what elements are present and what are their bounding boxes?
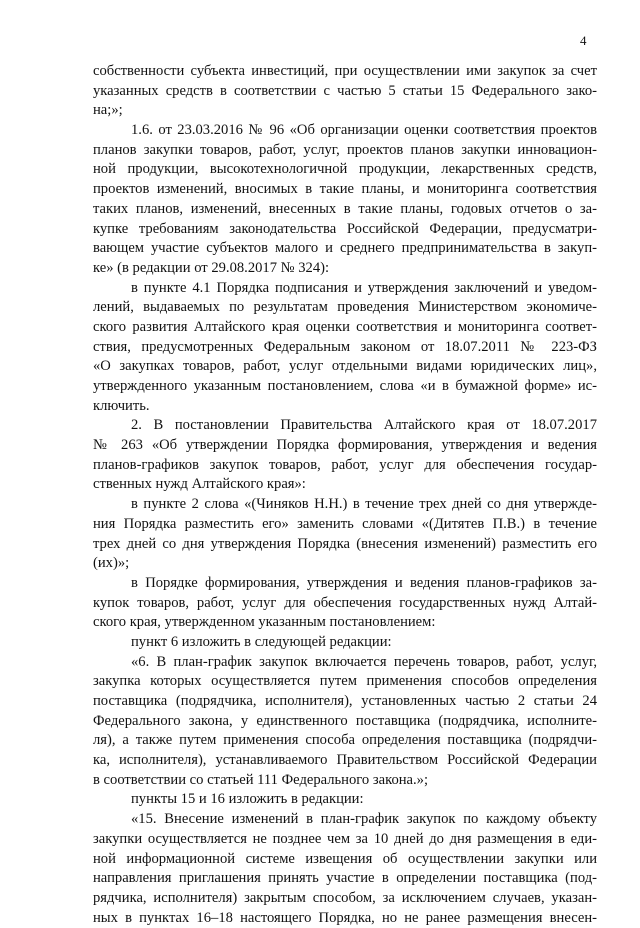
text-line: ля), а также путем применения способа определения поставщика (подрядчи- (93, 732, 597, 749)
text-line: в пункте 2 слова «(Чиняков Н.Н.) в течение трех дней со дня утвержде- (131, 496, 597, 513)
document-body (93, 62, 597, 928)
text-line: в Порядке формирования, утверждения и ведения планов-графиков за- (131, 574, 597, 591)
text-line: ского развития Алтайского края оценки соответствия и мониторинга соответ- (93, 318, 597, 335)
text-line: № 263 «Об утверждении Порядка формирования, утверждения и ведения (93, 437, 597, 454)
text-line: ключить. (93, 397, 150, 414)
text-line: поставщика (подрядчика, исполнителя), установленных частью 2 статьи 24 (93, 693, 597, 709)
text-line: планов-графиков закупок товаров, работ, услуг для обеспечения государ- (93, 456, 597, 473)
text-line: 2. В постановлении Правительства Алтайского края от 18.07.2017 (131, 417, 597, 434)
text-line: купок товаров, работ, услуг для обеспечения государственных нужд Алтай- (93, 594, 597, 611)
page-number: 4 (580, 33, 587, 48)
text-line: ной продукции, высокотехнологичной продукции, лекарственных средств, (93, 161, 597, 178)
text-line: закупка которых осуществляется путем применения способов определения (93, 673, 597, 690)
text-line: собственности субъекта инвестиций, при осуществлении ими закупок за счет (93, 63, 597, 79)
text-line: купке требованиям законодательства Российской Федерации, предусматри- (93, 220, 597, 237)
text-line: «15. Внесение изменений в план-график закупок по каждому объекту (131, 811, 597, 828)
text-line: (их)»; (93, 555, 130, 572)
text-line: лений, выдаваемых по результатам проведения Министерством экономиче- (93, 299, 597, 316)
text-line: ственных нужд Алтайского края»: (93, 476, 306, 493)
text-line: ных в пунктах 16–18 настоящего Порядка, но не ранее размещения внесен- (93, 909, 597, 926)
text-line: в соответствии со статьей 111 Федерального закона.»; (93, 771, 429, 788)
text-line: рядчика, исполнителя) закрытым способом, за исключением случаев, указан- (93, 889, 597, 906)
text-line: ния Порядка разместить его» заменить словами «(Дитятев П.В.) в течение (93, 515, 597, 532)
text-line: трех дней со дня утверждения Порядка (внесения изменений) разместить его (93, 535, 597, 552)
text-line: утвержденного указанным постановлением, слова «и в бумажной форме» ис- (93, 378, 597, 394)
text-line: планов закупки товаров, работ, услуг, проектов планов закупки инновацион- (93, 141, 597, 158)
text-line: 1.6. от 23.03.2016 № 96 «Об организации оценки соответствия проектов (131, 122, 597, 139)
text-line: указанных средств в соответствии с частью 5 статьи 15 Федерального зако- (93, 82, 597, 99)
text-line: ке» (в редакции от 29.08.2017 № 324): (93, 259, 330, 276)
text-line: таких планов, изменений, внесенных в такие планы, годовых отчетов о за- (93, 200, 597, 217)
text-line: ского края, утвержденном указанным постановлением: (93, 614, 436, 631)
text-line: пункт 6 изложить в следующей редакции: (131, 633, 392, 650)
text-line: «6. В план-график закупок включается перечень товаров, работ, услуг, (131, 653, 597, 670)
text-line: проектов изменений, вносимых в такие планы, и мониторинга соответствия (93, 181, 597, 198)
text-line: пункты 15 и 16 изложить в редакции: (131, 791, 364, 808)
text-line: ствия, предусмотренных Федеральным законом от 18.07.2011 № 223-ФЗ (93, 338, 597, 355)
text-line: направления приглашения принять участие в определении поставщика (под- (93, 870, 597, 887)
text-line: «О закупках товаров, работ, услуг отдельными видами юридических лиц», (93, 358, 597, 375)
text-line: на;»; (93, 102, 123, 119)
text-line: Федерального закона, у единственного поставщика (подрядчика, исполните- (93, 712, 597, 729)
text-line: ной информационной системе извещения об осуществлении закупки или (93, 850, 597, 867)
text-line: ка, исполнителя), устанавливаемого Правительством Российской Федерации (93, 752, 597, 769)
text-line: вающем участие субъектов малого и среднего предпринимательства в закуп- (93, 240, 597, 257)
text-line: закупки осуществляется не позднее чем за 10 дней до дня размещения в еди- (93, 830, 597, 847)
text-line: в пункте 4.1 Порядка подписания и утверждения заключений и уведом- (131, 279, 597, 296)
